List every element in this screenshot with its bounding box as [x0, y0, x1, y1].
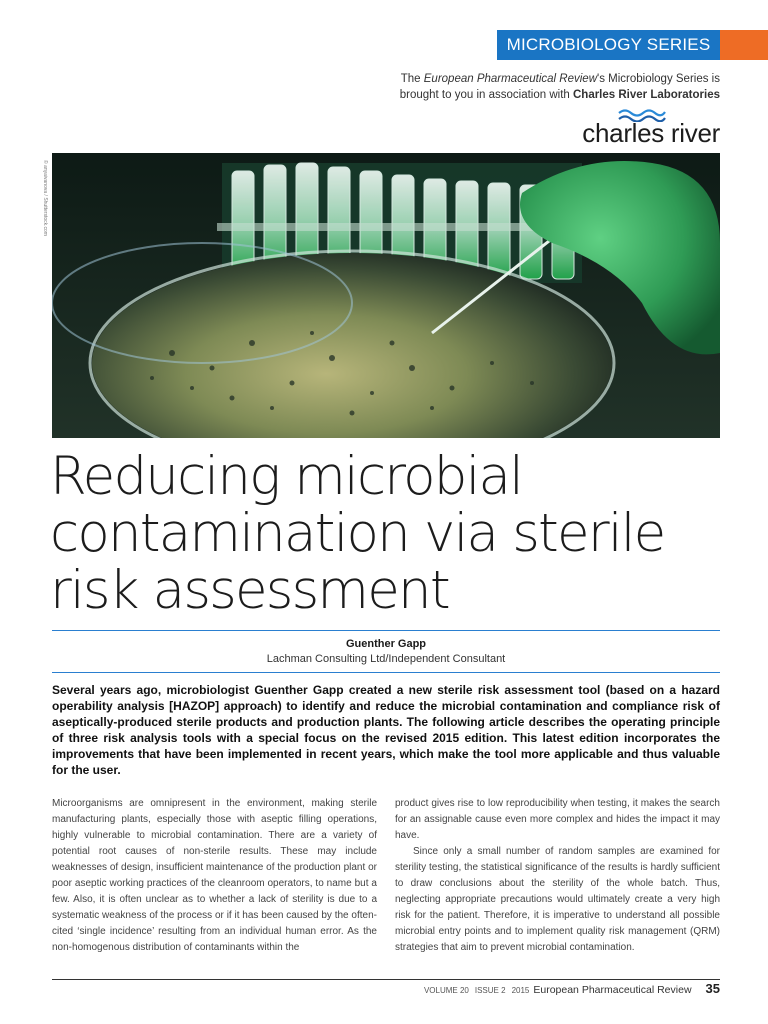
- title-line: contamination via sterile: [50, 503, 665, 564]
- body-paragraph: Microorganisms are omnipresent in the environment, making sterile manufacturing plants, especially those with aseptic filling operations, highly vulnerable to microbial contamination. There are a variety of potential root causes of non-sterile results. These may include weaknesses of design, insufficient maintenance of the production plant or poor aseptic working practices of the cleanroom operators, to name but a few. Also, it is often unclear as to whether a lack of sterility is due to a systematic weakness of the process or if it has been caused by the often-cited ‘single incidence’ resulting from an individual human error. As the non-homogenous distribution of contaminants within the: [52, 798, 377, 953]
- title-line: risk assessment: [50, 560, 449, 621]
- series-banner-accent: [720, 30, 768, 60]
- footer-issue: ISSUE 2: [474, 986, 506, 995]
- hero-photo: [52, 153, 720, 438]
- sponsor-partner: Charles River Laboratories: [572, 89, 720, 101]
- byline-divider: [52, 672, 720, 673]
- footer-volume: VOLUME 20: [423, 986, 469, 995]
- photo-credit: [40, 160, 48, 236]
- body-column-left: [52, 796, 377, 956]
- article-title: [50, 448, 730, 619]
- article-abstract: Several years ago, microbiologist Guenther Gapp created a new sterile risk assessment tool (based on a hazard operability analysis [HAZOP] approach) to identify and reduce the microbial contamination and compliance risk of aseptically-produced sterile products and production plants. The following article describes the operating principle of three risk analysis tools with a special focus on the revised 2015 edition. This latest edition incorporates the improvements that have been implemented in recent years, which make the tool more applicable and thus valuable for the user.: [52, 683, 720, 777]
- body-paragraph: Since only a small number of random samples are examined for sterility testing, the statistical significance of the results is hardly sufficient to draw conclusions about the sterility of the whole batch. Thus, neglecting appropriate precautions would ultimately create a very high risk for the patient. Therefore, it is imperative to understand all possible microbial entry points and to implement quality risk management (QRM) strategies that aim to prevent microbial contamination.: [395, 846, 720, 953]
- photo-credit-text: © anyaivanova / Shutterstock.com: [42, 160, 48, 236]
- body-column-right: [395, 796, 720, 956]
- sponsor-middle: 's Microbiology Series is brought to you in association with: [399, 73, 720, 101]
- author-name: Guenther Gapp: [345, 638, 427, 650]
- page-number: 35: [705, 981, 720, 996]
- page-footer: [424, 982, 720, 996]
- sponsor-prefix: The: [400, 73, 424, 85]
- sponsor-note: [380, 71, 720, 103]
- petri-dish-pipette-photo: [52, 153, 720, 438]
- series-banner: MICROBIOLOGY SERIES: [497, 30, 720, 60]
- charles-river-wordmark: charles river: [582, 118, 720, 148]
- title-line: Reducing microbial: [50, 446, 523, 507]
- footer-magazine: European Pharmaceutical Review: [533, 984, 692, 996]
- author-affiliation: Lachman Consulting Ltd/Independent Consultant: [266, 653, 506, 665]
- sponsor-publication: European Pharmaceutical Review: [423, 73, 597, 85]
- title-divider: [52, 630, 720, 631]
- charles-river-logo: [550, 108, 720, 148]
- footer-year: 2015: [511, 986, 530, 995]
- footer-divider: [52, 979, 720, 980]
- body-paragraph: product gives rise to low reproducibility when testing, it makes the search for an assignable cause even more complex and hides the impact it may have.: [395, 798, 720, 841]
